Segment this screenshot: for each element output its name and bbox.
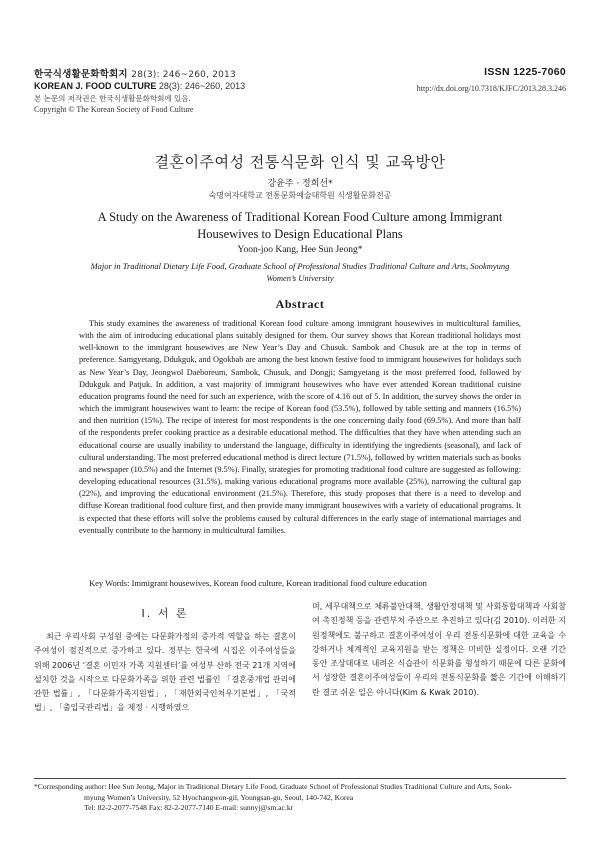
affiliation-en: Major in Traditional Dietary Life Food, Graduate School of Professional Studies Traditional Culture and Arts, Sookmyung Women’s University [90, 261, 510, 283]
journal-title-en: KOREAN J. FOOD CULTURE [34, 81, 157, 91]
journal-title-ko: 한국식생활문화학회지 [34, 69, 128, 80]
journal-volume-ko: 28(3): 246~260, 2013 [131, 70, 236, 80]
journal-volume-en: 28(3): 246~260, 2013 [158, 81, 246, 91]
footnote-line-3: Tel: 82-2-2077-7548 Fax: 82-2-2077-7140 E-mail: sunnyj@sm.ac.kr [84, 803, 294, 812]
copyright-ko: 본 논문의 저작권은 한국식생활문화학회에 있음. [34, 94, 191, 103]
intro-paragraph-right: 며, 세무대책으로 체류불안대책, 생활안정대책 및 사회통합대책과 사회참여 촉진정책 등을 관련부처 주관으로 추진하고 있다(김 2010). 이러한 지원정책에도 불구하고 결혼이주여성이 우리 전통식문화에 대한 교육을 수강하거나 체계적인 교육지원을 받는 정책은 미비한 실정이다. 오랜 기간 동안 조상대대로 내려온 식습관이 식문화를 형성하기 때문에 다른 문화에서 성장한 결혼이주여성들이 우리의 전통식문화를 짧은 기간에 이해하기란 결코 쉬운 일은 아니다(Kim & Kwak 2010). [312, 602, 566, 697]
corresponding-author-footnote [34, 782, 566, 814]
journal-identifiers [306, 66, 566, 93]
affiliation-ko: 숙명여자대학교 전통문화예술대학원 식생활문화전공 [208, 191, 392, 200]
section-title-introduction: I. 서 론 [141, 607, 189, 620]
authors-en: Yoon-joo Kang, Hee Sun Jeong* [237, 245, 363, 255]
abstract-heading: Abstract [275, 297, 325, 311]
keywords: Key Words: Immigrant housewives, Korean food culture, Korean traditional food culture education [89, 578, 427, 588]
doi-link[interactable]: http://dx.doi.org/10.7318/KJFC/2013.28.3.246 [416, 84, 566, 93]
paper-title-en: A Study on the Awareness of Traditional Korean Food Culture among Immigrant Housewives to Design Educational Plans [97, 210, 503, 241]
footnote-line-1: *Corresponding author: Hee Sun Jeong, Major in Traditional Dietary Life Food, Graduate School of Professional Studies Traditional Culture and Arts, Sook- [34, 782, 512, 791]
abstract-text: This study examines the awareness of traditional Korean food culture among immigrant housewives in multicultural families, with the aim of introducing educational plans suitably designed for them. Our survey shows that Korean traditional holidays most well-known to the immigrant housewives are New Year’s Day and Chusuk. Sambok and Chusuk are at the top in terms of preference. Samgyetang, Ddukguk, and Ogokbab are among the best known festive food to immigrant housewives for holidays such as New Year’s Day, Jeongwol Daeboreum, Sambok, Chusuk, and Dongji; Samgyetang is the most preferred food, followed by Ddukguk and Patjuk. In addition, a vast majority of immigrant housewives who have ever attended Korean traditional cuisine education programs found the need for such an experience, with the score of 4.16 out of 5. In addition, the survey shows the order in which the immigrant housewives want to learn: the recipe of Korean food (53.5%), followed by table setting and manners (16.5%) and then nutrition (15%). The recipe of interest for most respondents is the one concerning daily food (69.5%). And more than half of the respondents prefer cooking practice as a desirable educational method. The difficulties that they have when attending such an educational course are usually inability to understand the language, difficulty in identifying the ingredients (seasonal), and lack of cultural understanding. The most preferred educational method is direct lecture (71.5%), followed by written materials such as books and newspaper (10.5%) and the Internet (9.5%). Finally, strategies for promoting traditional food culture are suggested as following: developing educational resources (31.5%), making various educational programs more available (25%), narrowing the cultural gap (22%), and improving the educational environment (21.5%). Therefore, this study proposes that there is a need to develop and diffuse Korean traditional food culture first, and then provide many immigrant housewives with a variety of educational programs. It is expected that these efforts will solve the problems caused by cultural differences in the early stage of international marriages and eventually contribute to the harmony in multicultural families. [79, 319, 521, 535]
footnote-line-2: myung Women’s University, 52 Hyochangwon-gil, Youngsan-gu, Seoul, 140-742, Korea [84, 792, 354, 802]
intro-paragraph-left: 최근 우리사회 구성원 중에는 다문화가정의 증가적 역할을 하는 결혼이주여성이 점진적으로 증가하고 있다. 정부는 한국에 시집온 이주여성들을 위해 2006년 ‘결혼 이민자 가족 지원센터’를 여성부 산하 전국 21개 지역에 설치한 것을 시작으로 다문화가족을 위한 관련 법률인 「결혼중개업 관리에 관한 법률」, 「다문화가족지원법」, 「재한외국인처우기본법」, 「국적법」, 「출입국관리법」을 제정 · 시행하였으 [34, 632, 296, 713]
footnote-divider [34, 778, 566, 779]
copyright-en: Copyright © The Korean Society of Food Culture [34, 105, 194, 114]
body-column-left [34, 630, 296, 716]
paper-title-ko: 결혼이주여성 전통식문화 인식 및 교육방안 [154, 153, 446, 171]
issn: ISSN 1225-7060 [484, 66, 566, 78]
authors-ko: 강윤주 · 정희선* [267, 179, 333, 189]
body-column-right [312, 600, 566, 700]
abstract-body [79, 318, 521, 537]
